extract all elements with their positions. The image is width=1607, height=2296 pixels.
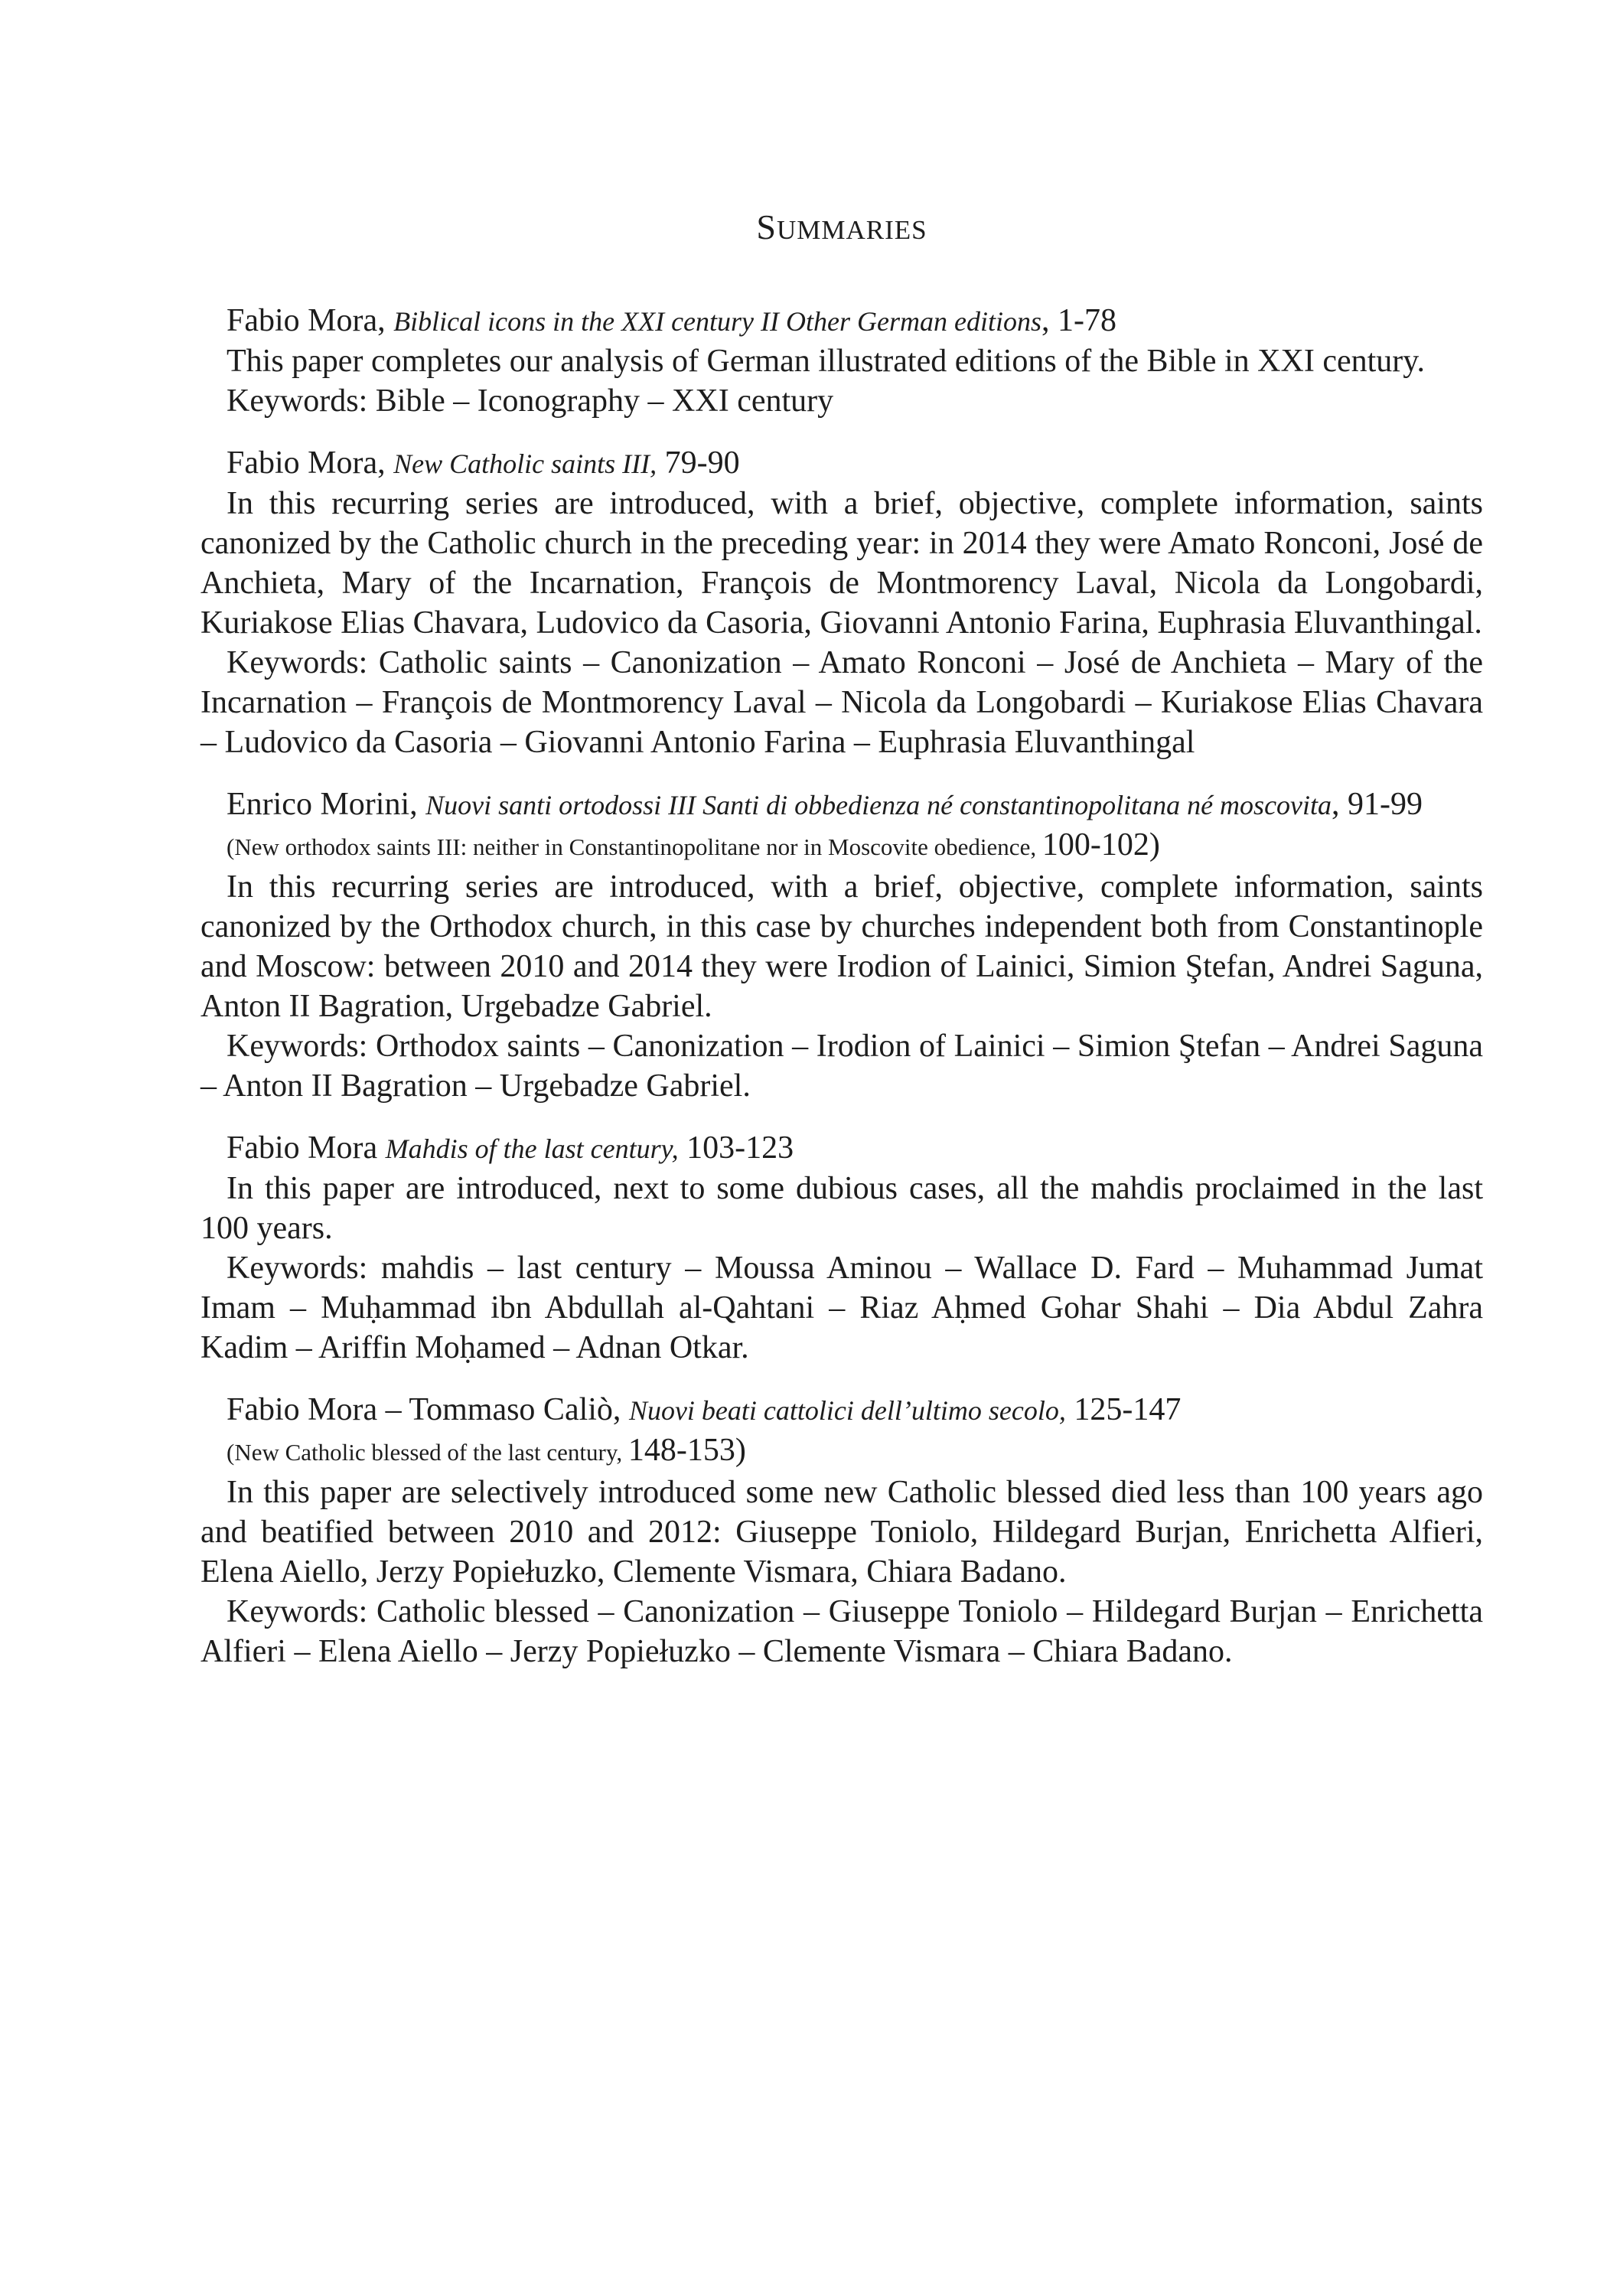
- entry-translation-pages: 148-153): [627, 1433, 746, 1468]
- entry-title: Nuovi beati cattolici dell’ultimo secolo,: [628, 1395, 1066, 1426]
- page-title: SUMMARIES: [756, 207, 927, 246]
- entry-title: Biblical icons in the XXI century II Other German editions: [393, 306, 1041, 337]
- entry-title: New Catholic saints III,: [393, 448, 657, 479]
- entry-title: Mahdis of the last century,: [385, 1133, 679, 1164]
- entry-heading: [200, 301, 1483, 341]
- entry-summary: In this paper are selectively introduced some new Catholic blessed died less than 100 years ago and beatified between 2010 and 2012: Giuseppe Toniolo, Hildegard Burjan, Enrichetta Alfieri, Elena Aiello, Jerzy Popiełuzko, Clemente Vismara, Chiara Badano.: [200, 1475, 1483, 1590]
- entry-summary: In this recurring series are introduced, with a brief, objective, complete information, saints canonized by the Catholic church in the preceding year: in 2014 they were Amato Ronconi, José de Anchieta, Mary of the Incarnation, François de Montmorency Laval, Nicola da Longobardi, Kuriakose Elias Chavara, Ludovico da Casoria, Giovanni Antonio Farina, Euphrasia Eluvanthingal.: [200, 486, 1483, 641]
- entry-keywords: Keywords: Catholic blessed – Canonization – Giuseppe Toniolo – Hildegard Burjan – Enrichetta Alfieri – Elena Aiello – Jerzy Popiełuzko – Clemente Vismara – Chiara Badano.: [200, 1594, 1483, 1669]
- entry-pages: 103-123: [678, 1130, 794, 1166]
- entry-translation-pages: 100-102): [1041, 827, 1160, 863]
- entry-author: Fabio Mora,: [227, 445, 394, 481]
- summaries-page: [200, 207, 1483, 1694]
- summary-entry: [200, 784, 1483, 1106]
- entry-author: Enrico Morini,: [227, 787, 426, 822]
- entry-summary: In this recurring series are introduced, with a brief, objective, complete information, saints canonized by the Orthodox church, in this case by churches independent both from Constantinople and Moscow: between 2010 and 2014 they were Irodion of Lainici, Simion Ştefan, Andrei Saguna, Anton II Bagration, Urgebadze Gabriel.: [200, 869, 1483, 1024]
- summary-entry: [200, 443, 1483, 762]
- entry-pages: 79-90: [657, 445, 740, 481]
- summary-entry: [200, 1128, 1483, 1368]
- entry-summary: In this paper are introduced, next to some dubious cases, all the mahdis proclaimed in the last 100 years.: [200, 1171, 1483, 1246]
- entry-heading: [200, 1390, 1483, 1430]
- entry-pages: , 1-78: [1041, 303, 1116, 338]
- entry-heading: [200, 1128, 1483, 1169]
- entry-title: Nuovi santi ortodossi III Santi di obbedienza né constantinopolitana né moscovita: [425, 790, 1332, 820]
- entry-heading: [200, 443, 1483, 484]
- entry-pages: 125-147: [1065, 1392, 1182, 1427]
- entry-translation-title: (New Catholic blessed of the last century,: [227, 1439, 628, 1466]
- entry-author: Fabio Mora,: [227, 303, 394, 338]
- summary-entry: [200, 301, 1483, 421]
- entry-translation: [200, 825, 1483, 867]
- entry-translation: [200, 1430, 1483, 1473]
- entry-keywords: Keywords: Bible – Iconography – XXI century: [227, 383, 834, 419]
- entry-author: Fabio Mora – Tommaso Caliò,: [227, 1392, 629, 1427]
- entry-pages: , 91-99: [1332, 787, 1423, 822]
- entry-translation-title: (New orthodox saints III: neither in Constantinopolitane nor in Moscovite obedience,: [227, 833, 1042, 860]
- entry-summary: This paper completes our analysis of German illustrated editions of the Bible in XXI century.: [227, 344, 1426, 379]
- entry-keywords: Keywords: Orthodox saints – Canonization – Irodion of Lainici – Simion Ştefan – Andrei Saguna – Anton II Bagration – Urgebadze Gabriel.: [200, 1029, 1483, 1104]
- entry-keywords: Keywords: mahdis – last century – Moussa Aminou – Wallace D. Fard – Muhammad Jumat Imam – Muḥammad ibn Abdullah al-Qahtani – Riaz Aḥmed Gohar Shahi – Dia Abdul Zahra Kadim – Ariffin Moḥamed – Adnan Otkar.: [200, 1251, 1483, 1365]
- entry-keywords: Keywords: Catholic saints – Canonization – Amato Ronconi – José de Anchieta – Mary of the Incarnation – François de Montmorency Laval – Nicola da Longobardi – Kuriakose Elias Chavara – Ludovico da Casoria – Giovanni Antonio Farina – Euphrasia Eluvanthingal: [200, 645, 1483, 760]
- entry-heading: [200, 784, 1483, 825]
- entry-author: Fabio Mora: [227, 1130, 386, 1166]
- summary-entry: [200, 1390, 1483, 1671]
